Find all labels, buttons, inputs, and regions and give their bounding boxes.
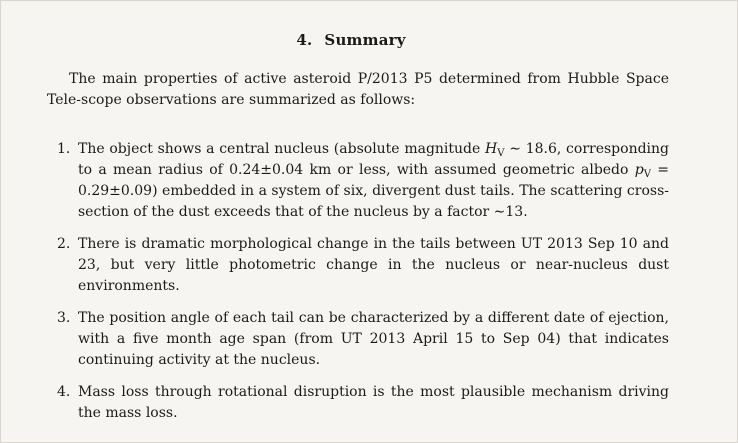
item-number: 3. (57, 310, 71, 326)
item-text (78, 141, 669, 220)
math-subscript: V (643, 169, 651, 180)
text-segment: The object shows a central nucleus (absolute magnitude (78, 141, 486, 157)
text-segment: = 0.29±0.09) embedded in a system of six, divergent dust tails. The scattering cross-section of the dust exceeds that of the nucleus by a factor ∼13. (78, 162, 670, 220)
list-item (57, 139, 669, 223)
list-item (57, 308, 669, 371)
item-number: 4. (57, 384, 71, 400)
math-subscript: V (497, 148, 505, 159)
math-variable: p (634, 162, 644, 178)
item-number: 2. (57, 236, 71, 252)
intro-paragraph: The main properties of active asteroid P/2013 P5 determined from Hubble Space Tele-scope observations are summarized as follows: (47, 71, 669, 108)
text-segment: ∼ 18.6, corresponding to a mean radius of 0.24±0.04 km or less, with assumed geometric albedo (78, 141, 670, 178)
section-heading (1, 31, 701, 49)
item-text: There is dramatic morphological change in the tails between UT 2013 Sep 10 and 23, but very little photometric change in the nucleus or near-nucleus dust environments. (78, 236, 669, 294)
math-variable: H (485, 141, 498, 157)
section-title: Summary (324, 31, 406, 49)
item-number: 1. (57, 141, 71, 157)
summary-list (57, 139, 669, 435)
section-number: 4. (296, 31, 313, 49)
list-item (57, 382, 669, 424)
item-text: The position angle of each tail can be characterized by a different date of ejection, with a five month age span (from UT 2013 April 15 to Sep 04) that indicates continuing activity at the nucleus. (78, 310, 669, 368)
list-item (57, 234, 669, 297)
item-text: Mass loss through rotational disruption is the most plausible mechanism driving the mass loss. (78, 384, 669, 421)
